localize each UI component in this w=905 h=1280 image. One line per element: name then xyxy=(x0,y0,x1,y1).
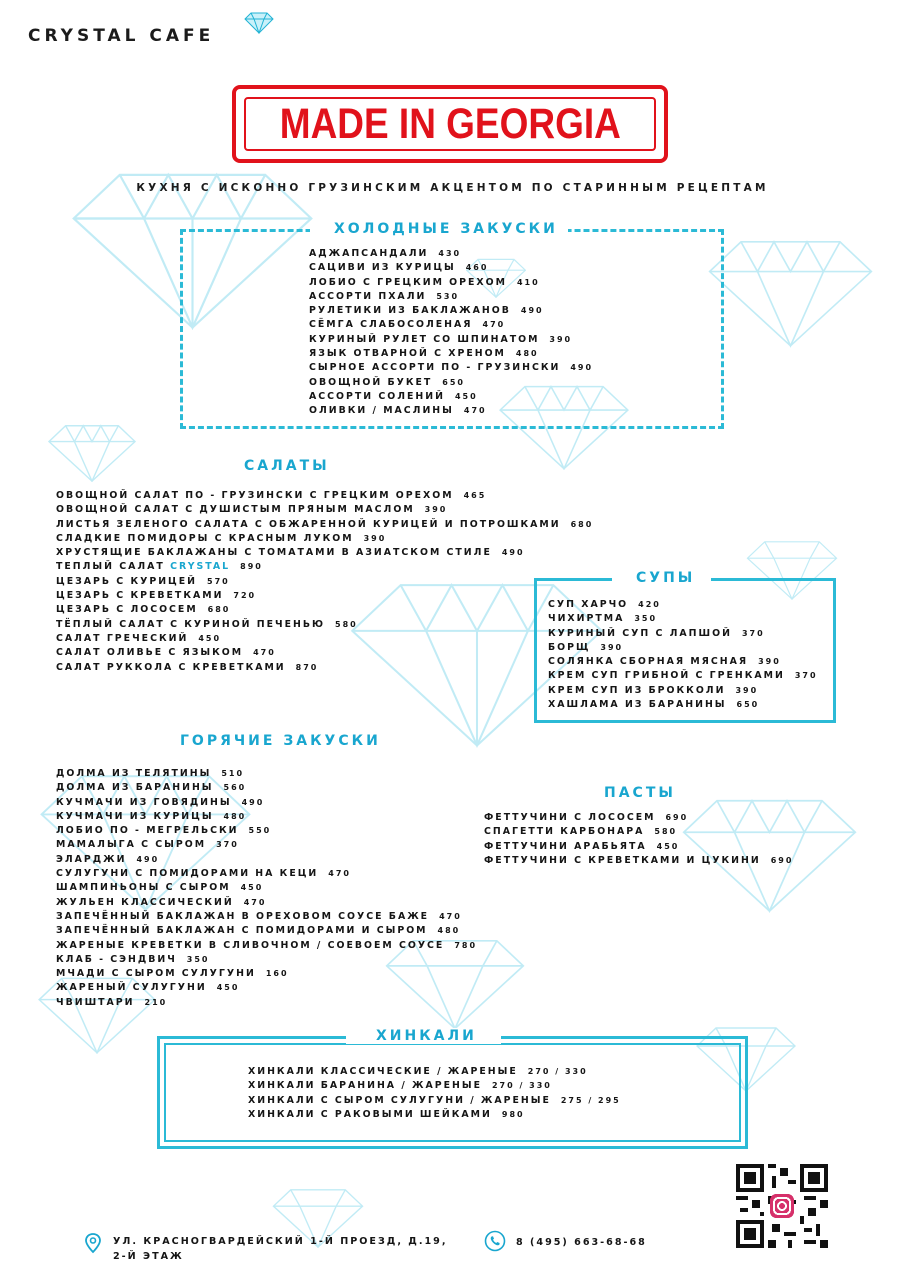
item-price: 270 / 330 xyxy=(491,1081,552,1091)
menu-item xyxy=(56,853,477,867)
menu-item xyxy=(548,669,818,683)
section-title-pasta: ПАСТЫ xyxy=(604,785,676,801)
item-price: 980 xyxy=(501,1109,525,1119)
item-name-highlight: CRYSTAL xyxy=(170,561,231,573)
item-name: КРЕМ СУП ИЗ БРОККОЛИ xyxy=(548,684,726,696)
item-price: 160 xyxy=(265,969,289,979)
item-price: 650 xyxy=(736,700,760,710)
item-name: ЦЕЗАРЬ С КУРИЦЕЙ xyxy=(56,575,197,587)
address-line-2: 2-Й ЭТАЖ xyxy=(113,1251,184,1262)
item-price: 680 xyxy=(207,605,231,615)
item-name: КУЧМАЧИ ИЗ КУРИЦЫ xyxy=(56,810,214,822)
section-title-hot: ГОРЯЧИЕ ЗАКУСКИ xyxy=(180,733,381,749)
item-price: 450 xyxy=(216,983,240,993)
menu-item xyxy=(248,1108,621,1122)
item-name: СУП ХАРЧО xyxy=(548,599,629,610)
item-price: 470 xyxy=(328,869,351,879)
menu-item xyxy=(548,641,818,655)
menu-item xyxy=(56,518,593,532)
item-name: ХАШЛАМА ИЗ БАРАНИНЫ xyxy=(548,699,727,711)
item-price: 460 xyxy=(465,263,489,273)
address-line-1: УЛ. КРАСНОГВАРДЕЙСКИЙ 1-Й ПРОЕЗД, Д.19, xyxy=(113,1236,448,1247)
item-price: 450 xyxy=(240,883,264,893)
menu-item xyxy=(56,781,477,795)
menu-item xyxy=(248,1065,621,1079)
item-price: 470 xyxy=(253,648,276,658)
item-price: 480 xyxy=(223,811,247,821)
item-price: 650 xyxy=(442,377,465,387)
item-price: 470 xyxy=(463,406,487,416)
menu-item xyxy=(56,838,477,852)
item-name: ЦЕЗАРЬ С ЛОСОСЕМ xyxy=(56,604,198,616)
item-price: 490 xyxy=(520,306,544,316)
menu-item xyxy=(309,361,593,375)
item-name: ХИНКАЛИ БАРАНИНА / ЖАРЕНЫЕ xyxy=(248,1080,482,1092)
item-price: 450 xyxy=(198,633,222,643)
soups-list xyxy=(548,598,818,712)
item-price: 480 xyxy=(437,926,461,936)
menu-item xyxy=(56,646,593,660)
item-name: КУРИНЫЙ СУП С ЛАПШОЙ xyxy=(548,627,732,639)
item-name: КЛАБ - СЭНДВИЧ xyxy=(56,953,177,965)
title-banner-inner xyxy=(244,97,656,151)
phone-number[interactable]: 8 (495) 663-68-68 xyxy=(516,1237,647,1248)
menu-item xyxy=(309,390,593,404)
item-name: КРЕМ СУП ГРИБНОЙ С ГРЕНКАМИ xyxy=(548,670,785,682)
cold-appetizers-list xyxy=(309,247,593,419)
item-price: 490 xyxy=(570,363,594,373)
item-price: 470 xyxy=(439,911,462,921)
item-name: ТЕПЛЫЙ САЛАТ xyxy=(56,561,165,573)
item-price: 480 xyxy=(515,349,539,359)
item-price: 370 xyxy=(794,671,818,681)
diamond-decoration xyxy=(48,424,136,482)
pasta-list xyxy=(484,811,793,868)
item-price: 390 xyxy=(600,642,624,652)
item-name: РУЛЕТИКИ ИЗ БАКЛАЖАНОВ xyxy=(309,305,511,317)
item-price: 390 xyxy=(549,334,573,344)
item-name: ОВОЩНОЙ САЛАТ С ДУШИСТЫМ ПРЯНЫМ МАСЛОМ xyxy=(56,504,415,516)
item-price: 275 / 295 xyxy=(560,1095,621,1105)
menu-item xyxy=(56,503,593,517)
menu-item xyxy=(248,1094,621,1108)
section-title-khinkali: ХИНКАЛИ xyxy=(346,1028,501,1044)
menu-item xyxy=(56,796,477,810)
item-name: САЦИВИ ИЗ КУРИЦЫ xyxy=(309,262,456,274)
menu-item xyxy=(56,924,477,938)
section-title-soups: СУПЫ xyxy=(612,570,711,586)
item-price: 570 xyxy=(207,576,230,586)
menu-item xyxy=(309,304,593,318)
tagline: КУХНЯ С ИСКОННО ГРУЗИНСКИМ АКЦЕНТОМ ПО СТАРИННЫМ РЕЦЕПТАМ xyxy=(136,182,769,194)
menu-item xyxy=(548,684,818,698)
menu-item xyxy=(309,404,593,418)
item-price: 420 xyxy=(638,600,661,609)
menu-item xyxy=(309,261,593,275)
menu-item xyxy=(56,575,593,589)
item-name: ОЛИВКИ / МАСЛИНЫ xyxy=(309,405,454,417)
item-name: ХИНКАЛИ С РАКОВЫМИ ШЕЙКАМИ xyxy=(248,1108,492,1120)
item-name: ЖАРЕНЫЕ КРЕВЕТКИ В СЛИВОЧНОМ / СОЕВОЕМ СОУСЕ xyxy=(56,939,445,951)
item-price: 690 xyxy=(665,813,689,822)
instagram-icon xyxy=(770,1194,794,1218)
item-price: 465 xyxy=(463,491,487,500)
khinkali-list xyxy=(248,1065,621,1122)
menu-item xyxy=(56,881,477,895)
item-name: СЫРНОЕ АССОРТИ ПО - ГРУЗИНСКИ xyxy=(309,362,561,374)
menu-item xyxy=(56,589,593,603)
menu-item xyxy=(56,867,477,881)
item-price: 550 xyxy=(248,826,272,836)
item-price: 350 xyxy=(634,614,658,624)
hot-appetizers-list xyxy=(56,767,477,1010)
item-name: ЧВИШТАРИ xyxy=(56,996,135,1008)
item-name: КУРИНЫЙ РУЛЕТ СО ШПИНАТОМ xyxy=(309,333,540,345)
menu-item xyxy=(56,981,477,995)
menu-item xyxy=(56,996,477,1010)
menu-item xyxy=(248,1079,621,1093)
item-name: БОРЩ xyxy=(548,641,591,653)
menu-item xyxy=(309,318,593,332)
menu-item xyxy=(548,598,818,612)
item-name: АССОРТИ СОЛЕНИЙ xyxy=(309,390,445,402)
item-price: 780 xyxy=(454,940,478,950)
item-name: ДОЛМА ИЗ ТЕЛЯТИНЫ xyxy=(56,768,212,779)
title-banner xyxy=(232,85,668,163)
item-name: СОЛЯНКА СБОРНАЯ МЯСНАЯ xyxy=(548,656,749,668)
item-name: ХРУСТЯЩИЕ БАКЛАЖАНЫ С ТОМАТАМИ В АЗИАТСКОМ СТИЛЕ xyxy=(56,547,492,559)
menu-item xyxy=(309,376,593,390)
section-title-salads: САЛАТЫ xyxy=(244,458,330,474)
menu-item xyxy=(56,953,477,967)
item-name: ХИНКАЛИ КЛАССИЧЕСКИЕ / ЖАРЕНЫЕ xyxy=(248,1066,518,1077)
item-price: 720 xyxy=(233,591,257,601)
item-price: 410 xyxy=(516,277,540,287)
menu-item xyxy=(484,840,793,854)
banner-title: MADE IN GEORGIA xyxy=(279,99,621,148)
menu-item xyxy=(56,532,593,546)
item-price: 450 xyxy=(656,841,680,851)
item-name: ТЁПЛЫЙ САЛАТ С КУРИНОЙ ПЕЧЕНЬЮ xyxy=(56,618,325,630)
diamond-icon xyxy=(244,12,274,34)
item-price: 490 xyxy=(136,854,160,864)
item-name: ФЕТТУЧИНИ С КРЕВЕТКАМИ И ЦУКИНИ xyxy=(484,854,761,866)
item-price: 510 xyxy=(221,769,245,778)
item-name: МЧАДИ С СЫРОМ СУЛУГУНИ xyxy=(56,968,256,980)
item-price: 210 xyxy=(144,997,168,1007)
menu-item xyxy=(484,811,793,825)
item-name: ЛОБИО ПО - МЕГРЕЛЬСКИ xyxy=(56,825,239,837)
item-name: ЛОБИО С ГРЕЦКИМ ОРЕХОМ xyxy=(309,276,507,288)
menu-item xyxy=(56,939,477,953)
item-price: 450 xyxy=(454,391,478,401)
item-name: ЭЛАРДЖИ xyxy=(56,853,127,865)
menu-item xyxy=(548,655,818,669)
diamond-decoration xyxy=(708,238,873,348)
item-name: ЖУЛЬЕН КЛАССИЧЕСКИЙ xyxy=(56,896,234,908)
item-price: 490 xyxy=(501,548,525,558)
item-price: 580 xyxy=(654,827,678,837)
item-name: КУЧМАЧИ ИЗ ГОВЯДИНЫ xyxy=(56,796,232,808)
menu-item xyxy=(309,333,593,347)
item-name: ШАМПИНЬОНЫ С СЫРОМ xyxy=(56,882,231,894)
item-name: АДЖАПСАНДАЛИ xyxy=(309,248,429,259)
menu-item xyxy=(56,896,477,910)
item-price: 690 xyxy=(770,855,794,865)
section-title-cold: ХОЛОДНЫЕ ЗАКУСКИ xyxy=(310,221,568,237)
brand-logo-text: CRYSTAL CAFE xyxy=(28,26,215,46)
menu-item xyxy=(56,546,593,560)
item-name: САЛАТ ГРЕЧЕСКИЙ xyxy=(56,632,189,644)
menu-item xyxy=(56,967,477,981)
item-name: САЛАТ РУККОЛА С КРЕВЕТКАМИ xyxy=(56,661,286,673)
item-price: 370 xyxy=(216,840,239,850)
item-price: 350 xyxy=(186,954,210,964)
item-name: СПАГЕТТИ КАРБОНАРА xyxy=(484,826,645,838)
menu-item xyxy=(56,661,593,675)
item-price: 390 xyxy=(758,657,781,667)
item-price: 490 xyxy=(241,797,265,807)
menu-item xyxy=(56,489,593,503)
item-price: 390 xyxy=(424,505,448,515)
item-name: АССОРТИ ПХАЛИ xyxy=(309,290,427,302)
menu-item xyxy=(56,810,477,824)
qr-code-icon[interactable] xyxy=(736,1164,828,1248)
menu-item xyxy=(56,910,477,924)
item-name: ОВОЩНОЙ САЛАТ ПО - ГРУЗИНСКИ С ГРЕЦКИМ ОРЕХОМ xyxy=(56,490,454,501)
item-name: СЛАДКИЕ ПОМИДОРЫ С КРАСНЫМ ЛУКОМ xyxy=(56,532,354,544)
menu-item xyxy=(56,824,477,838)
item-price: 430 xyxy=(438,249,462,258)
item-name: МАМАЛЫГА С СЫРОМ xyxy=(56,839,207,851)
item-price: 370 xyxy=(741,628,765,638)
menu-item xyxy=(548,612,818,626)
phone-icon xyxy=(484,1230,506,1252)
item-price: 270 / 330 xyxy=(527,1067,588,1076)
item-name: ФЕТТУЧИНИ АРАБЬЯТА xyxy=(484,840,647,852)
item-name: ЗАПЕЧЁННЫЙ БАКЛАЖАН С ПОМИДОРАМИ И СЫРОМ xyxy=(56,925,428,937)
menu-item xyxy=(56,603,593,617)
item-price: 680 xyxy=(570,519,594,529)
menu-item xyxy=(309,290,593,304)
item-name: ЛИСТЬЯ ЗЕЛЕНОГО САЛАТА С ОБЖАРЕННОЙ КУРИЦЕЙ И ПОТРОШКАМИ xyxy=(56,518,561,530)
menu-item xyxy=(484,825,793,839)
menu-item xyxy=(56,560,593,574)
item-price: 470 xyxy=(243,897,267,907)
item-name: САЛАТ ОЛИВЬЕ С ЯЗЫКОМ xyxy=(56,647,244,659)
item-name: ФЕТТУЧИНИ С ЛОСОСЕМ xyxy=(484,812,656,823)
item-price: 470 xyxy=(482,320,506,330)
menu-item xyxy=(309,347,593,361)
item-name: ЦЕЗАРЬ С КРЕВЕТКАМИ xyxy=(56,590,224,602)
menu-item xyxy=(548,698,818,712)
address xyxy=(113,1234,448,1264)
item-name: СЁМГА СЛАБОСОЛЕНАЯ xyxy=(309,319,473,331)
item-price: 870 xyxy=(295,662,319,672)
item-price: 580 xyxy=(335,619,358,629)
item-name: СУЛУГУНИ С ПОМИДОРАМИ НА КЕЦИ xyxy=(56,868,319,880)
item-name: ЗАПЕЧЁННЫЙ БАКЛАЖАН В ОРЕХОВОМ СОУСЕ БАЖЕ xyxy=(56,910,430,922)
item-name: ЖАРЕНЫЙ СУЛУГУНИ xyxy=(56,982,207,994)
menu-item xyxy=(309,276,593,290)
item-name: ОВОЩНОЙ БУКЕТ xyxy=(309,376,433,388)
item-price: 560 xyxy=(223,783,247,793)
menu-item xyxy=(56,767,477,781)
item-price: 530 xyxy=(436,291,460,301)
item-price: 390 xyxy=(363,533,387,543)
salads-list xyxy=(56,489,593,675)
item-name: ЧИХИРТМА xyxy=(548,613,625,625)
item-price: 890 xyxy=(240,562,263,572)
menu-item xyxy=(548,627,818,641)
menu-item xyxy=(56,632,593,646)
menu-item xyxy=(56,618,593,632)
location-pin-icon xyxy=(82,1232,104,1254)
item-name: ХИНКАЛИ С СЫРОМ СУЛУГУНИ / ЖАРЕНЫЕ xyxy=(248,1094,551,1106)
menu-item xyxy=(484,854,793,868)
item-price: 390 xyxy=(735,685,759,695)
item-name: ДОЛМА ИЗ БАРАНИНЫ xyxy=(56,782,214,794)
menu-item xyxy=(309,247,593,261)
item-name: ЯЗЫК ОТВАРНОЙ С ХРЕНОМ xyxy=(309,348,506,360)
